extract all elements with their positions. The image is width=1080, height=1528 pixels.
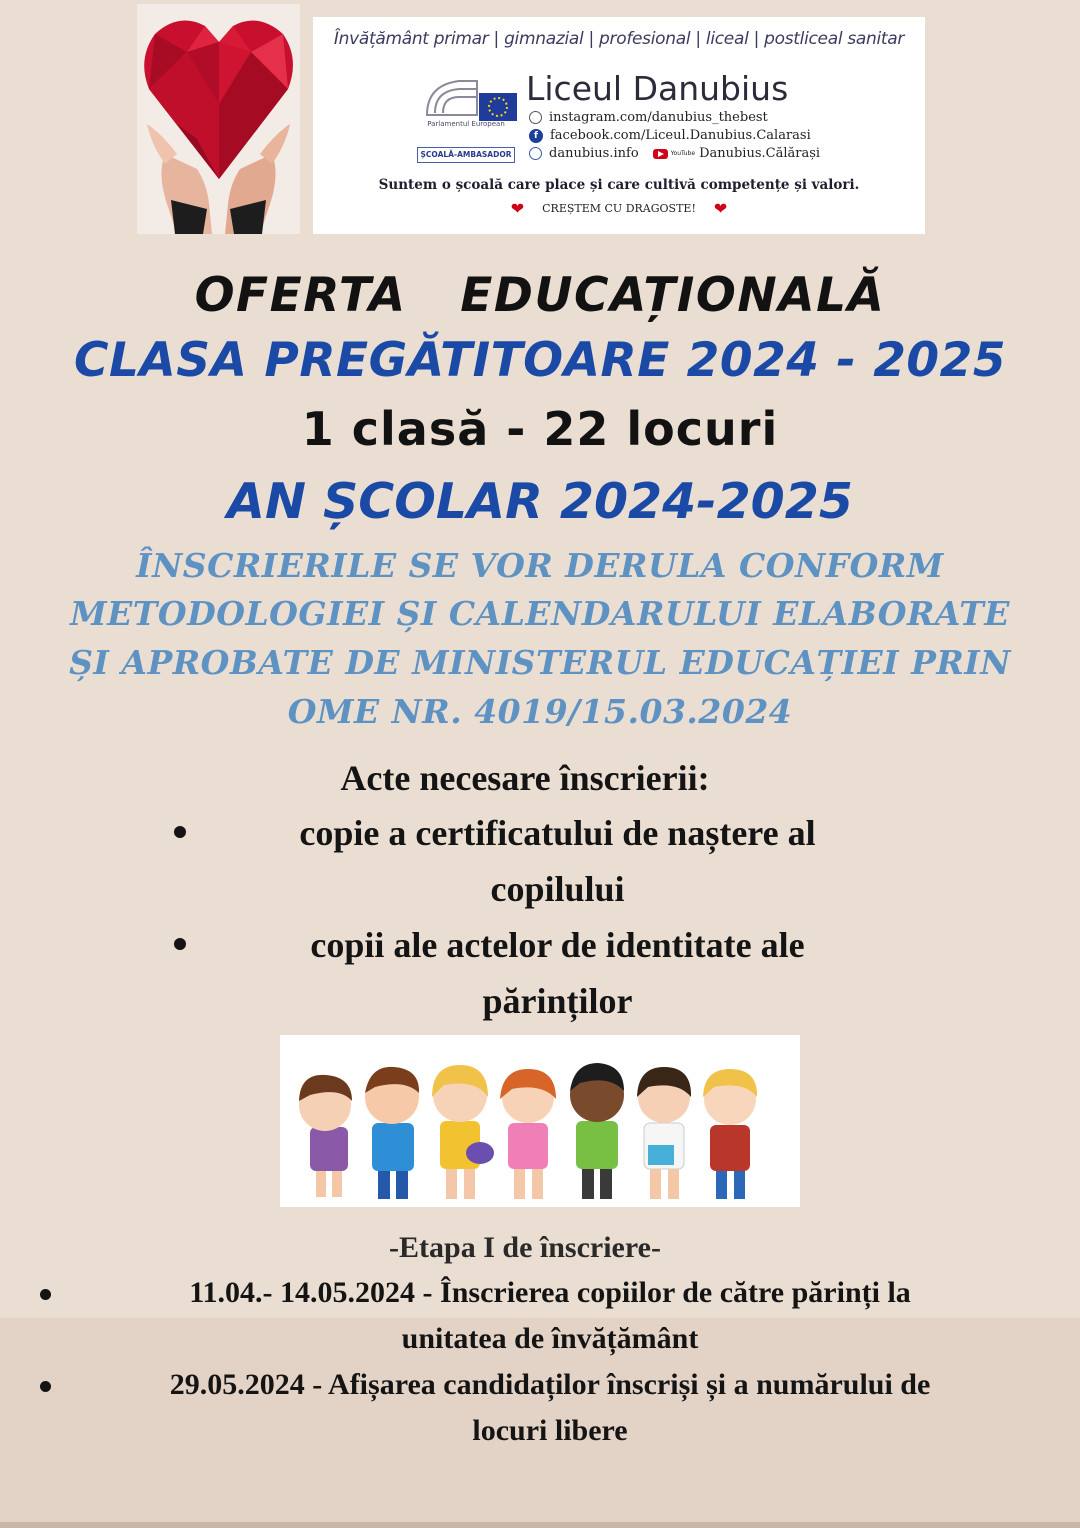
- children-icon: [280, 1035, 800, 1207]
- instagram-icon: [529, 111, 542, 124]
- document-item: copii ale actelor de identitate ale: [310, 925, 805, 965]
- bullet: [40, 1381, 51, 1392]
- globe-icon: [529, 147, 542, 160]
- parliament-label: Parlamentul European: [427, 120, 505, 128]
- heart-icon: [137, 4, 300, 234]
- bottom-divider: [0, 1522, 1080, 1528]
- school-header-card: [313, 17, 925, 234]
- stage-item: 29.05.2024 - Afișarea candidaților înscriși și a numărului de: [169, 1368, 931, 1401]
- stage-item: unitatea de învățământ: [401, 1322, 699, 1355]
- bullet: [174, 826, 186, 838]
- heart-hands-photo: [137, 4, 300, 234]
- bullet: [40, 1289, 51, 1300]
- enrollment-info-line: OME NR. 4019/15.03.2024: [287, 692, 793, 731]
- ambassador-badge: ȘCOALĂ-AMBASADOR: [417, 147, 515, 163]
- stage-item: locuri libere: [472, 1414, 628, 1447]
- offer-title: OFERTA EDUCAȚIONALĂ: [194, 268, 886, 323]
- documents-heading: Acte necesare înscrierii:: [340, 758, 710, 798]
- children-illustration: [280, 1035, 800, 1207]
- places-count: 1 clasă - 22 locuri: [301, 402, 779, 456]
- website-link[interactable]: danubius.info YouTube Danubius.Călărași: [529, 146, 820, 161]
- stage-item: 11.04.- 14.05.2024 - Înscrierea copiilor de către părinți la: [189, 1276, 911, 1309]
- heart-icon: ❤: [713, 199, 728, 218]
- school-motto: ❤ CREȘTEM CU DRAGOSTE! ❤: [510, 199, 728, 218]
- enrollment-info-line: ȘI APROBATE DE MINISTERUL EDUCAȚIEI PRIN: [69, 643, 1011, 682]
- enrollment-info-line: METODOLOGIEI ȘI CALENDARULUI ELABORATE: [70, 594, 1010, 633]
- document-item: copilului: [490, 869, 625, 909]
- school-slogan: Suntem o școală care place și care cultivă competențe și valori.: [378, 177, 860, 193]
- bullet: [174, 938, 186, 950]
- youtube-icon: [653, 149, 668, 159]
- class-title: CLASA PREGĂTITOARE 2024 - 2025: [73, 333, 1007, 388]
- stage-heading: -Etapa I de înscriere-: [389, 1231, 661, 1264]
- facebook-link[interactable]: f facebook.com/Liceul.Danubius.Calarasi: [529, 128, 811, 143]
- facebook-icon: f: [529, 129, 543, 143]
- document-item: copie a certificatului de naștere al: [299, 813, 816, 853]
- enrollment-info-line: ÎNSCRIERILE SE VOR DERULA CONFORM: [136, 546, 944, 585]
- school-name: Liceul Danubius: [526, 69, 789, 108]
- instagram-link[interactable]: instagram.com/danubius_thebest: [529, 110, 768, 125]
- school-levels-tagline: Învățământ primar | gimnazial | profesional | liceal | postliceal sanitar: [333, 29, 905, 49]
- heart-icon: ❤: [510, 199, 525, 218]
- school-year: AN ȘCOLAR 2024-2025: [227, 473, 853, 530]
- document-item: părinților: [482, 981, 633, 1021]
